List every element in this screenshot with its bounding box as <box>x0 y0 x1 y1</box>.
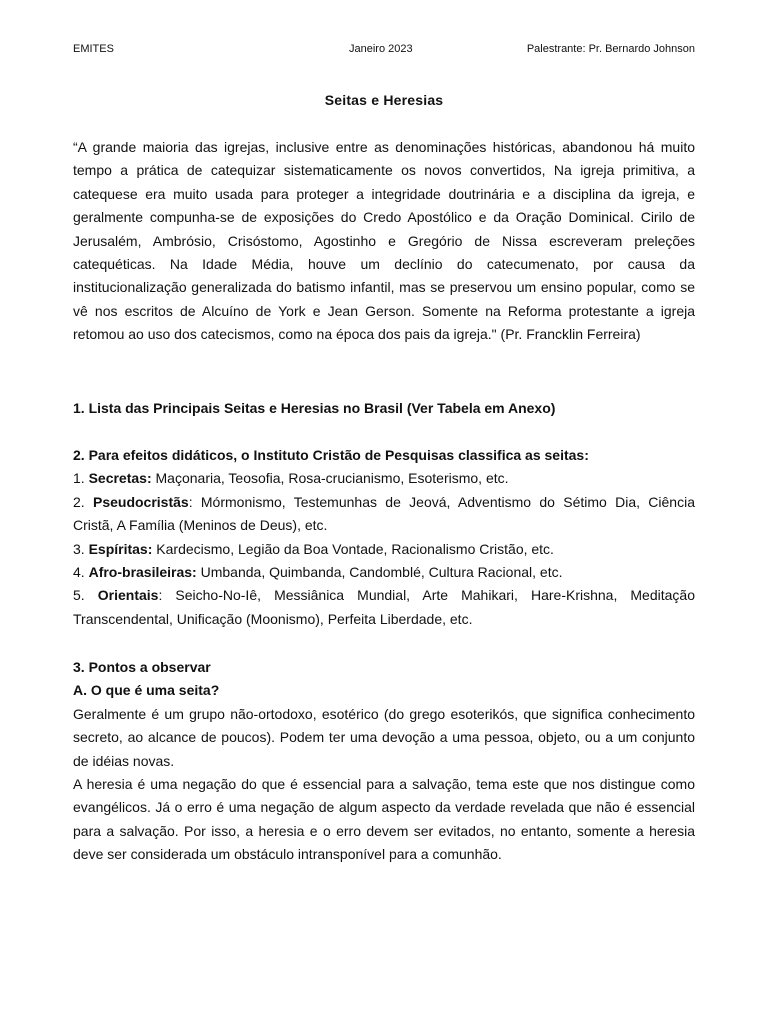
list-item-number: 4. <box>73 564 89 581</box>
header-speaker: Palestrante: Pr. Bernardo Johnson <box>526 43 695 55</box>
list-item-number: 2. <box>73 493 93 510</box>
section-3-paragraph-1: Geralmente é um grupo não-ortodoxo, esotérico (do grego esoterikós, que significa conhecimento secreto, ao alcance de poucos). Podem ter uma devoção a uma pessoa, objeto, ou a um conjunto de idéias novas. <box>73 705 695 769</box>
list-item-text: : Mórmonismo, Testemunhas de Jeová, Adventismo do Sétimo Dia, Ciência Cristã, A Família (Meninos de Deus), etc. <box>73 493 695 534</box>
list-item-number: 1. <box>73 470 89 487</box>
header-left: EMITES <box>73 43 114 55</box>
list-item-number: 5. <box>73 587 98 604</box>
document-title: Seitas e Heresias <box>324 92 444 108</box>
list-item-label: Pseudocristãs <box>92 493 189 510</box>
section-3-paragraph-2: A heresia é uma negação do que é essencial para a salvação, tema este que nos distingue como evangélicos. Já o erro é uma negação de algum aspecto da verdade revelada que não é essencial para a salvação. Por isso, a heresia e o erro devem ser evitados, no entanto, somente a heresia deve ser considerada um obstáculo intransponível para a comunhão. <box>73 776 695 863</box>
section-3 <box>73 656 695 867</box>
list-item-label: Afro-brasileiras: <box>88 564 197 581</box>
list-item <box>73 538 695 561</box>
list-item-label: Espíritas: <box>88 540 153 557</box>
list-item-text: Maçonaria, Teosofia, Rosa-crucianismo, Esoterismo, etc. <box>151 470 509 487</box>
list-item <box>73 467 695 490</box>
list-item-label: Secretas: <box>88 470 152 487</box>
list-item <box>73 561 695 584</box>
section-2 <box>73 444 695 631</box>
section-1-heading: 1. Lista das Principais Seitas e Heresias no Brasil (Ver Tabela em Anexo) <box>73 400 556 416</box>
page-header <box>73 43 695 59</box>
section-2-heading: 2. Para efeitos didáticos, o Instituto Cristão de Pesquisas classifica as seitas: <box>73 447 589 463</box>
list-item-text: : Seicho-No-Iê, Messiânica Mundial, Arte Mahikari, Hare-Krishna, Meditação Transcendental, Unificação (Moonismo), Perfeita Liberdade, etc. <box>73 587 695 627</box>
intro-quote: “A grande maioria das igrejas, inclusive entre as denominações históricas, abandonou há muito tempo a prática de catequizar sistematicamente os novos convertidos, Na igreja primitiva, a catequese era muito usada para proteger a integridade doutrinária e a disciplina da igreja, e geralmente compunha-se de exposições do Credo Apostólico e da Oração Dominical. Cirilo de Jerusalém, Ambrósio, Crisóstomo, Agostinho e Gregório de Nissa escreveram preleções catequéticas. Na Idade Média, houve um declínio do catecumenato, por causa da institucionalização generalizada do batismo infantil, mas se preservou um ensino popular, como se vê nos escritos de Alcuíno de York e Jean Gerson. Somente na Reforma protestante a igreja retomou ao uso dos catecismos, como na época dos pais da igreja." (Pr. Francklin Ferreira) <box>73 139 695 343</box>
list-item <box>73 491 695 538</box>
list-item-number: 3. <box>73 540 89 557</box>
section-3-heading: 3. Pontos a observar <box>73 659 211 675</box>
list-item-label: Orientais <box>97 587 159 604</box>
section-3-subheading: A. O que é uma seita? <box>73 682 220 699</box>
header-date: Janeiro 2023 <box>349 43 413 55</box>
list-item-text: Kardecismo, Legião da Boa Vontade, Racionalismo Cristão, etc. <box>152 540 554 557</box>
list-item <box>73 584 695 631</box>
list-item-text: Umbanda, Quimbanda, Candomblé, Cultura Racional, etc. <box>196 564 563 581</box>
